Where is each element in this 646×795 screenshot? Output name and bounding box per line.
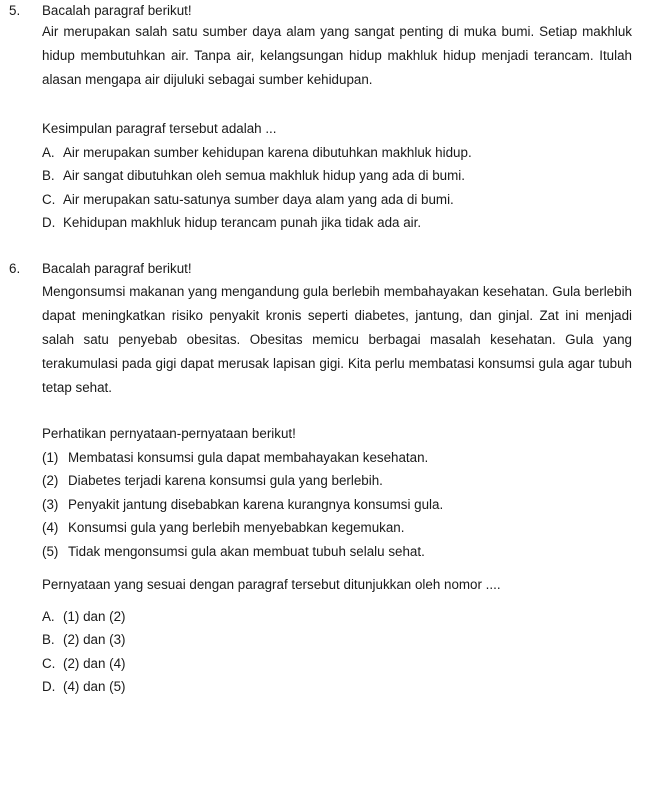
statement-text: Diabetes terjadi karena konsumsi gula yang berlebih. (68, 473, 383, 488)
question-heading: Bacalah paragraf berikut! (42, 3, 192, 18)
statement-number: (2) (42, 473, 59, 488)
option-text: (4) dan (5) (63, 679, 126, 694)
question-number: 5. (9, 3, 21, 18)
statement-text: Konsumsi gula yang berlebih menyebabkan kegemukan. (68, 520, 405, 535)
option-text: (1) dan (2) (63, 609, 126, 624)
option-text: Air merupakan satu-satunya sumber daya alam yang ada di bumi. (63, 192, 454, 207)
statement-number: (4) (42, 520, 59, 535)
option-letter: A. (42, 145, 55, 160)
passage: Air merupakan salah satu sumber daya alam yang sangat penting di muka bumi. Setiap makhluk hidup membutuhkan air. Tanpa air, kelangsungan hidup makhluk hidup menjadi terancam. Itulah alasan mengapa air dijuluki sebagai sumber kehidupan. (42, 24, 632, 87)
question-prompt: Pernyataan yang sesuai dengan paragraf tersebut ditunjukkan oleh nomor .... (42, 577, 501, 592)
question-prompt: Kesimpulan paragraf tersebut adalah ... (42, 121, 277, 136)
option-text: Kehidupan makhluk hidup terancam punah jika tidak ada air. (63, 215, 422, 230)
option-text: (2) dan (3) (63, 632, 126, 647)
option-letter: C. (42, 656, 56, 671)
question-number: 6. (9, 261, 21, 276)
passage: Mengonsumsi makanan yang mengandung gula berlebih membahayakan kesehatan. Gula berlebih dapat meningkatkan risiko penyakit kronis seperti diabetes, jantung, dan ginjal. Zat ini menjadi salah satu penyebab obesitas. Obesitas memicu berbagai masalah kesehatan. Gula yang terakumulasi pada gigi dapat merusak lapisan gigi. Kita perlu membatasi konsumsi gula agar tubuh tetap sehat. (42, 284, 632, 395)
option-letter: A. (42, 609, 55, 624)
statement-number: (1) (42, 450, 59, 465)
option-letter: C. (42, 192, 56, 207)
statement-text: Tidak mengonsumsi gula akan membuat tubuh selalu sehat. (68, 544, 425, 559)
question-heading: Bacalah paragraf berikut! (42, 261, 192, 276)
option-letter: B. (42, 632, 55, 647)
statement-number: (5) (42, 544, 59, 559)
option-letter: B. (42, 168, 55, 183)
statements-intro: Perhatikan pernyataan-pernyataan berikut! (42, 426, 296, 441)
option-letter: D. (42, 215, 56, 230)
option-letter: D. (42, 679, 56, 694)
option-text: Air sangat dibutuhkan oleh semua makhluk hidup yang ada di bumi. (63, 168, 465, 183)
statement-text: Penyakit jantung disebabkan karena kurangnya konsumsi gula. (68, 497, 444, 512)
option-text: (2) dan (4) (63, 656, 126, 671)
option-text: Air merupakan sumber kehidupan karena dibutuhkan makhluk hidup. (63, 145, 472, 160)
statement-number: (3) (42, 497, 59, 512)
statement-text: Membatasi konsumsi gula dapat membahayakan kesehatan. (68, 450, 429, 465)
